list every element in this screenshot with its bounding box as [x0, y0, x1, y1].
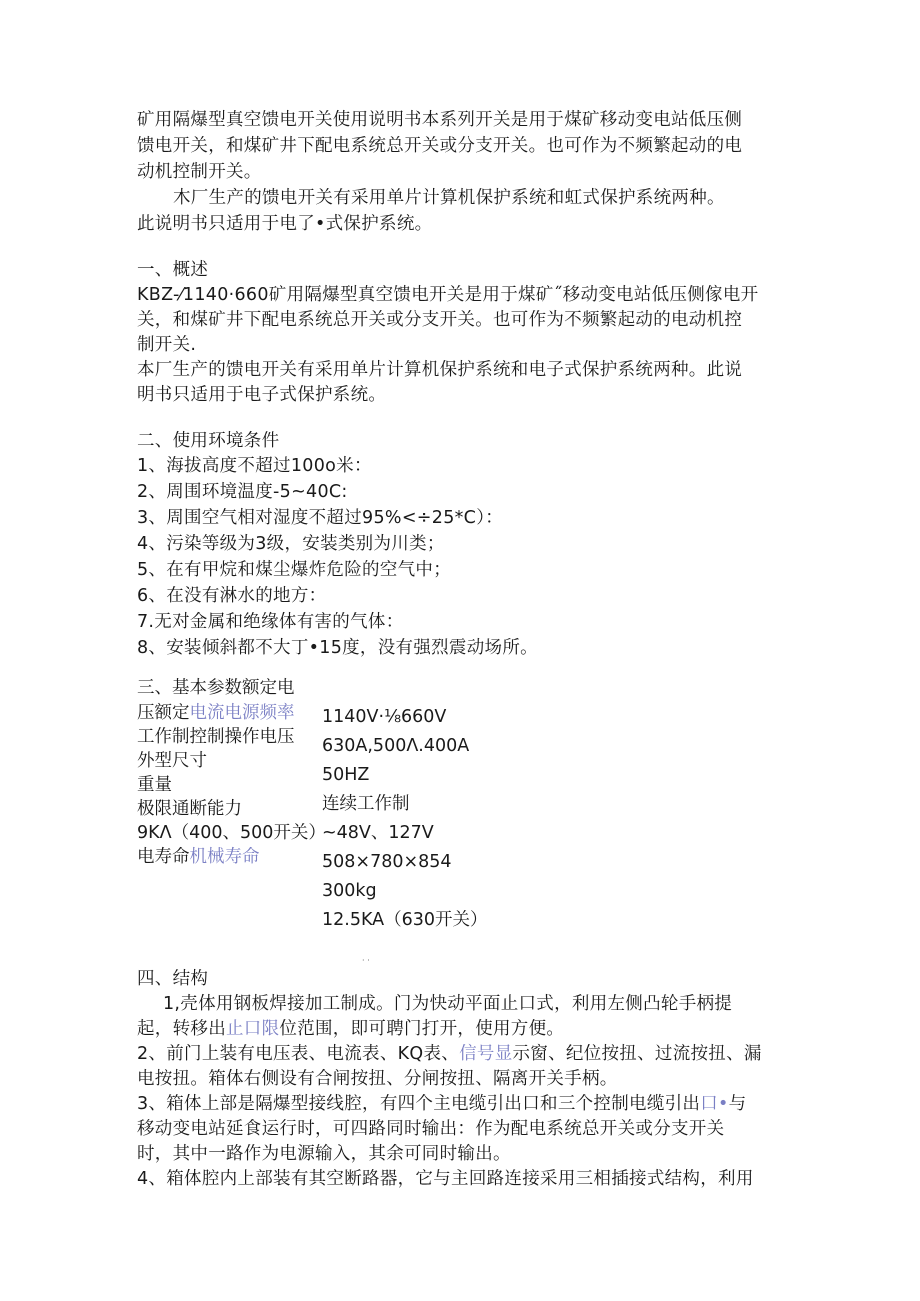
params-left-highlight: 电流电源频率 [189, 703, 295, 723]
environment-heading: 二、使用环境条件 [137, 431, 280, 451]
environment-item: 2、周围环境温度-5~40C: [137, 482, 348, 502]
environment-item: 3、周围空气相对湿度不超过95%<÷25*C）： [137, 508, 504, 528]
stray-mark: · · [362, 956, 370, 965]
environment-item: 1、海拔高度不超过100o米： [137, 456, 372, 476]
overview-line-5: 明书只适用于电子式保护系统。 [137, 385, 387, 405]
structure-heading: 四、结构 [137, 969, 209, 989]
intro-line-5: 此说明书只适用于电了•式保护系统。 [137, 214, 433, 234]
intro-line-2: 馈电开关，和煤矿井下配电系统总开关或分支开关。也可作为不频繁起动的电 [137, 136, 743, 156]
structure-p2-line-1 [137, 1041, 762, 1067]
params-left-line-4: 外型尺寸 [137, 751, 207, 771]
structure-highlight: 信号显 [459, 1044, 513, 1064]
intro-line-4: 木厂生产的馈电开关有采用单片计算机保护系统和虹式保护系统两种。 [173, 188, 725, 208]
structure-text: 起，转移出 [137, 1019, 226, 1039]
param-value: 50HZ [322, 765, 370, 785]
overview-line-4: 本厂生产的馈电开关有采用单片计算机保护系统和电子式保护系统两种。此说 [137, 360, 743, 380]
intro-line-1: 矿用隔爆型真空馈电开关使用说明书本系列开关是用于煤矿移动变电站低压侧 [137, 110, 743, 130]
intro-line-3: 动机控制开关。 [137, 162, 262, 182]
structure-p3-line-3: 时，其中一路作为电源输入，其余可同时输出。 [137, 1144, 511, 1164]
param-value: ~48V、127V [322, 823, 434, 843]
params-left-highlight: 机械寿命 [189, 847, 260, 867]
param-value: 12.5KA（630开关） [322, 910, 488, 930]
param-value: 1140V·⅛660V [322, 707, 447, 727]
params-left-line-7: 9KΛ（400、500开关） [137, 823, 326, 843]
params-left-line-8 [137, 844, 260, 870]
structure-p1-line-1: 1,壳体用钢板焊接加工制成。门为快动平面止口式，利用左侧凸轮手柄提 [163, 994, 733, 1014]
overview-heading: 一、概述 [137, 260, 209, 280]
structure-text: 示窗、纪位按扭、过流按扭、漏 [512, 1044, 762, 1064]
params-left-text: 电寿命 [137, 847, 190, 867]
overview-line-2: 关，和煤矿井下配电系统总开关或分支开关。也可作为不频繁起动的电动机控 [137, 310, 743, 330]
environment-item: 6、在没有淋水的地方： [137, 586, 327, 606]
param-value: 连续工作制 [322, 794, 410, 814]
overview-line-1: KBZ-⁄1140·660矿用隔爆型真空馈电开关是用于煤矿˝移动变电站低压侧傢电开 [137, 285, 759, 305]
environment-item: 5、在有甲烷和煤尘爆炸危险的空气中； [137, 560, 452, 580]
param-value: 630A,500Λ.400A [322, 736, 470, 756]
structure-highlight: 口• [700, 1094, 729, 1114]
structure-p1-line-2 [137, 1016, 564, 1042]
structure-text: 3、箱体上部是隔爆型接线腔，有四个主电缆引出口和三个控制电缆引出 [137, 1094, 701, 1114]
structure-text: 位范围，即可聘门打开，使用方便。 [279, 1019, 565, 1039]
structure-highlight: 止口限 [226, 1019, 280, 1039]
param-value: 300kg [322, 881, 377, 901]
environment-item: 4、污染等级为3级，安装类别为川类； [137, 534, 445, 554]
structure-text: 与 [728, 1094, 747, 1114]
structure-p3-line-2: 移动变电站延食运行时，可四路同时输出：作为配电系统总开关或分支开关 [137, 1119, 725, 1139]
structure-p3-line-1 [137, 1091, 746, 1117]
params-heading: 三、基本参数额定电 [137, 678, 295, 698]
structure-p2-line-2: 电按扭。箱体右侧设有合闸按扭、分闸按扭、隔离开关手柄。 [137, 1069, 618, 1089]
params-left-line-6: 极限通断能力 [137, 799, 242, 819]
params-left-line-2 [137, 700, 295, 726]
structure-p4-line-1: 4、箱体腔内上部装有其空断路器，它与主回路连接采用三相插接式结构，利用 [137, 1169, 754, 1189]
structure-text: 2、前门上装有电压表、电流表、KQ表、 [137, 1044, 460, 1064]
params-left-line-3: 工作制控制操作电压 [137, 727, 295, 747]
overview-line-3: 制开关. [137, 335, 197, 355]
param-value: 508×780×854 [322, 852, 452, 872]
params-left-line-5: 重量 [137, 775, 172, 795]
environment-item: 7.无对金属和绝缘体有害的气体： [137, 612, 404, 632]
params-left-text: 压额定 [137, 703, 190, 723]
environment-item: 8、安装倾斜都不大丁•15度，没有强烈震动场所。 [137, 638, 538, 658]
